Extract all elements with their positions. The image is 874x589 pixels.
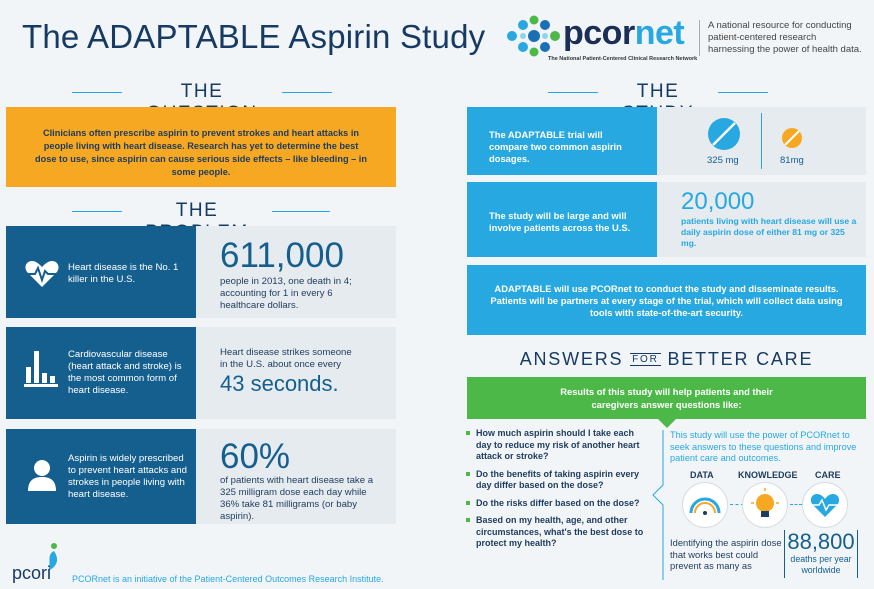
list-item: Do the risks differ based on the dose? xyxy=(466,498,648,510)
stat-unit: deaths per year worldwide xyxy=(790,554,852,575)
bar-chart-icon xyxy=(24,351,58,387)
divider xyxy=(718,92,768,93)
problem-row-2-text: Cardiovascular disease (heart attack and stroke) is the most common form of heart disease. xyxy=(68,349,182,396)
aspirin-large-icon xyxy=(707,117,741,151)
stat-desc: patients living with heart disease will use a daily aspirin dose of either 81 mg or 325 mg. xyxy=(681,216,857,248)
connector xyxy=(790,504,802,505)
stat-43-seconds: 43 seconds. xyxy=(220,371,339,396)
problem-row-1-left xyxy=(6,226,196,318)
heart-icon xyxy=(803,483,847,527)
tagline: A national resource for conducting patient-centered research harnessing the power of health data. xyxy=(699,20,864,56)
stat-88800: 88,800 xyxy=(787,529,855,554)
prevent-stat-box xyxy=(784,530,858,578)
person-icon xyxy=(26,459,58,491)
study-box-2-text: The study will be large and will involve patients across the U.S. xyxy=(489,210,631,233)
divider xyxy=(548,92,598,93)
problem-row-2-left xyxy=(6,327,196,419)
study-box-3: ADAPTABLE will use PCORnet to conduct the study and disseminate results. Patients will be partners at every stage of the trial, which will collect data using tools with state-of-the-art security. xyxy=(467,265,866,335)
pcori-logo-text: pcori xyxy=(12,563,52,583)
study-heading: THE xyxy=(636,81,680,102)
stat-desc: of patients with heart disease take a 325 milligram dose each day while 36% take 81 milligrams (or baby aspirin). xyxy=(220,475,374,522)
question-heading: THE xyxy=(180,81,224,102)
data-gauge-icon xyxy=(683,483,727,527)
study-stat-panel xyxy=(657,182,866,257)
pcornet-logo-text: pcornet xyxy=(563,14,685,52)
study-box-1 xyxy=(467,107,657,175)
label-care: CARE xyxy=(815,470,841,480)
question-list xyxy=(466,428,648,556)
list-item: Do the benefits of taking aspirin every day differ based on the dose? xyxy=(466,469,648,492)
aspirin-small-icon xyxy=(781,127,803,149)
answers-heading: ANSWERS FOR BETTER CARE xyxy=(519,349,814,369)
problem-heading: THE xyxy=(175,200,219,221)
care-circle xyxy=(802,482,848,528)
bracket xyxy=(651,430,665,580)
divider xyxy=(72,92,122,93)
heart-pulse-icon xyxy=(24,260,60,288)
dose-81-label: 81mg xyxy=(780,155,804,166)
logo-subtitle: The National Patient-Centered Clinical Research Network xyxy=(548,56,698,62)
lightbulb-icon xyxy=(743,483,787,527)
knowledge-circle xyxy=(742,482,788,528)
divider xyxy=(282,92,332,93)
dose-325-label: 325 mg xyxy=(707,155,739,166)
label-knowledge: KNOWLEDGE xyxy=(738,470,798,480)
stat-60-percent: 60% xyxy=(220,437,291,476)
problem-row-2-right xyxy=(196,327,396,419)
pcornet-logo-icon xyxy=(503,14,561,58)
arrow xyxy=(658,419,676,428)
stat-desc: people in 2013, one death in 4; accounting for 1 in every 6 healthcare dollars. xyxy=(220,276,352,311)
divider xyxy=(761,113,762,169)
problem-row-3-text: Aspirin is widely prescribed to prevent heart attacks and strokes in people living with heart disease. xyxy=(68,453,187,500)
prevent-text: Identifying the aspirin dose that works best could prevent as many as xyxy=(670,537,782,571)
answers-banner: Results of this study will help patients and their caregivers answer questions like: xyxy=(467,377,866,419)
question-box: Clinicians often prescribe aspirin to prevent strokes and heart attacks in people living with heart disease. Research has yet to determine the best dose to use, since aspirin can cause serious side effects – like bleeding – in some people. xyxy=(6,107,396,187)
problem-row-3-right xyxy=(196,429,396,524)
divider xyxy=(72,211,122,212)
stat-611000: 611,000 xyxy=(220,236,344,275)
stat-pre: Heart disease strikes someone in the U.S. about once every xyxy=(220,347,352,370)
data-circle xyxy=(682,482,728,528)
study-box-2 xyxy=(467,182,657,257)
dose-panel xyxy=(657,107,866,175)
page-title: The ADAPTABLE Aspirin Study xyxy=(22,18,486,55)
power-text: This study will use the power of PCORnet to seek answers to these questions and improve patient care and outcomes. xyxy=(670,430,857,463)
study-box-1-text: The ADAPTABLE trial will compare two common aspirin dosages. xyxy=(489,129,622,164)
problem-row-1-right xyxy=(196,226,396,318)
problem-row-1-text: Heart disease is the No. 1 killer in the U.S. xyxy=(68,262,179,285)
divider xyxy=(272,211,330,212)
footer-text: PCORnet is an initiative of the Patient-Centered Outcomes Research Institute. xyxy=(72,574,384,584)
problem-row-3-left xyxy=(6,429,196,524)
label-data: DATA xyxy=(690,470,714,480)
stat-20000: 20,000 xyxy=(681,188,755,215)
list-item: Based on my health, age, and other circumstances, what's the best dose to protect my health? xyxy=(466,515,648,550)
list-item: How much aspirin should I take each day to reduce my risk of another heart attack or stroke? xyxy=(466,428,648,463)
